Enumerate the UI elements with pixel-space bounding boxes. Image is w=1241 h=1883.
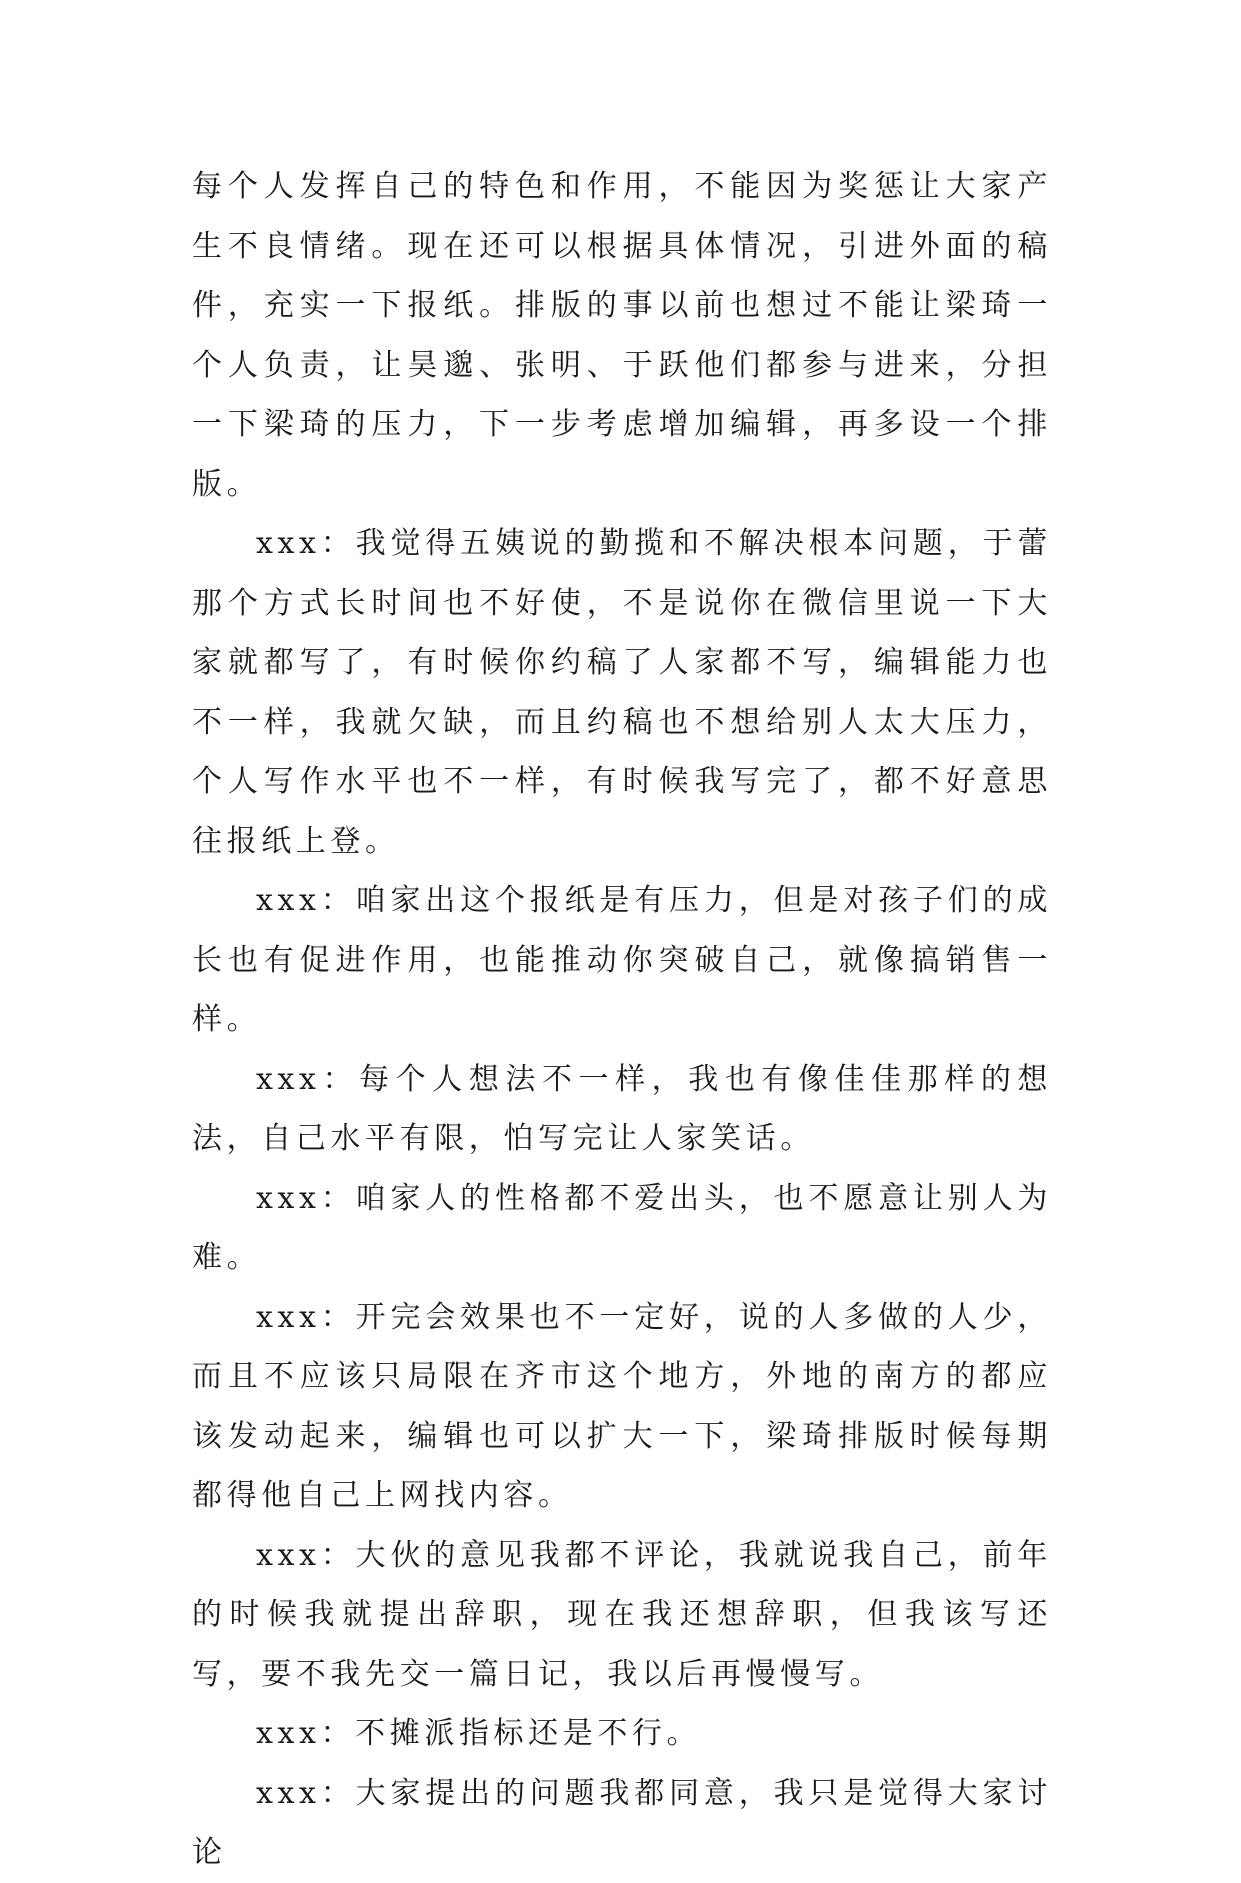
paragraph-6: xxx：开完会效果也不一定好，说的人多做的人少，而且不应该只局限在齐市这个地方，外地的南方的都应该发动起来，编辑也可以扩大一下，梁琦排版时候每期都得他自己上网找内容。 [192, 1299, 1052, 1513]
paragraph-1: 每个人发挥自己的特色和作用，不能因为奖惩让大家产生不良情绪。现在还可以根据具体情况，引进外面的稿件，充实一下报纸。排版的事以前也想过不能让梁琦一个人负责，让昊邈、张明、于跃他们都参与进来，分担一下梁琦的压力，下一步考虑增加编辑，再多设一个排版。 [192, 169, 1052, 502]
paragraph-5: xxx：咱家人的性格都不爱出头，也不愿意让别人为难。 [192, 1180, 1052, 1275]
paragraph-8: xxx：不摊派指标还是不行。 [256, 1716, 702, 1751]
paragraph-3: xxx：咱家出这个报纸是有压力，但是对孩子们的成长也有促进作用，也能推动你突破自己，就像搞销售一样。 [192, 883, 1052, 1037]
paragraph-2: xxx：我觉得五姨说的勤揽和不解决根本问题，于蕾那个方式长时间也不好使，不是说你在微信里说一下大家就都写了，有时候你约稿了人家都不写，编辑能力也不一样，我就欠缺，而且约稿也不想给别人太大压力，个人写作水平也不一样，有时候我写完了，都不好意思往报纸上登。 [192, 526, 1052, 859]
document-page [192, 157, 1052, 1883]
paragraph-4: xxx：每个人想法不一样，我也有像佳佳那样的想法，自己水平有限，怕写完让人家笑话。 [192, 1061, 1052, 1156]
paragraph-9: xxx：大家提出的问题我都同意，我只是觉得大家讨论 [192, 1775, 1052, 1870]
paragraph-7: xxx：大伙的意见我都不评论，我就说我自己，前年的时候我就提出辞职，现在我还想辞职，但我该写还写，要不我先交一篇日记，我以后再慢慢写。 [192, 1537, 1052, 1692]
